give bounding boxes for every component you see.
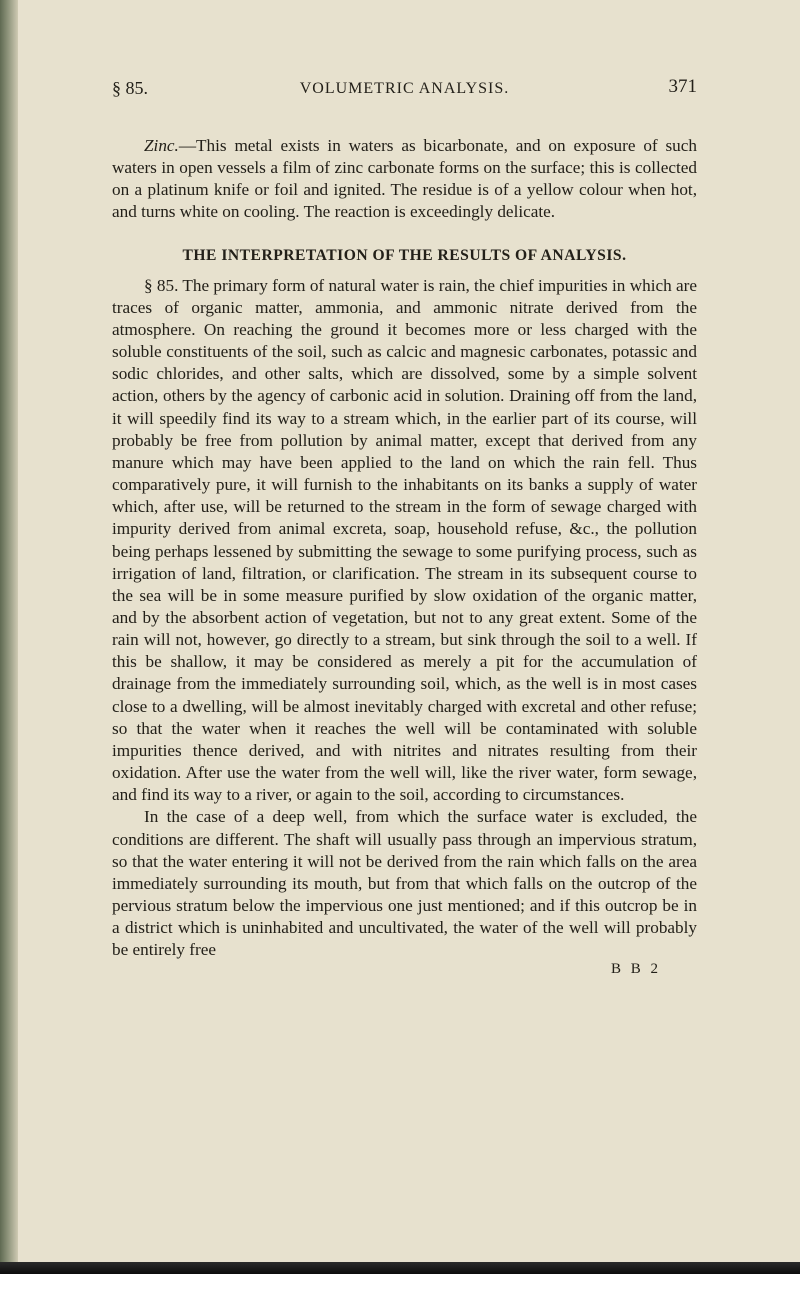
zinc-paragraph [112, 135, 697, 224]
book-page [112, 70, 697, 978]
deep-well-paragraph: In the case of a deep well, from which the surface water is excluded, the conditions are different. The shaft will usually pass through an impervious stratum, so that the water entering it will not be derived from the rain which falls on the area immediately surrounding its mouth, but from that which falls on the outcrop of the pervious stratum below the impervious one just mentioned; and if this outcrop be in a district which is uninhabited and uncultivated, the water of the well will probably be entirely free [112, 807, 697, 960]
running-header [112, 70, 697, 104]
header-section-number: § 85. [112, 78, 148, 98]
book-binding-edge [0, 0, 18, 1296]
header-title: VOLUMETRIC ANALYSIS. [299, 80, 510, 97]
section-85-paragraph: § 85. The primary form of natural water is rain, the chief impurities in which are traces of organic matter, ammonia, and ammonic nitrate derived from the atmosphere. On reaching the ground it becomes more or less charged with the soluble constituents of the soil, such as calcic and magnesic carbonates, potassic and sodic chlorides, and other salts, which are dissolved, some by a simple solvent action, others by the agency of carbonic acid in solution. Draining off from the land, it will speedily find its way to a stream which, in the earlier part of its course, will probably be free from pollution by animal matter, except that derived from any manure which may have been applied to the land on which the rain fell. Thus comparatively pure, it will furnish to the inhabitants on its banks a supply of water which, after use, will be returned to the stream in the form of sewage charged with impurity derived from animal excreta, soap, household refuse, &c., the pollution being perhaps lessened by submitting the sewage to some purifying process, such as irrigation of land, filtration, or clarification. The stream in its subsequent course to the sea will be in some measure purified by slow oxidation of the organic matter, and by the absorbent action of vegetation, but not to any great extent. Some of the rain will not, however, go directly to a stream, but sink through the soil to a well. If this be shallow, it may be considered as merely a pit for the accumulation of drainage from the immediately surrounding soil, which, as the well is in most cases close to a dwelling, will be almost inevitably charged with excretal and other refuse; so that the water when it reaches the well will be contaminated with soluble impurities thence derived, and with nitrites and nitrates resulting from their oxidation. After use the water from the well will, like the river water, form sewage, and find its way to a river, or again to the soil, according to circumstances. [112, 275, 697, 805]
zinc-text: —This metal exists in waters as bicarbonate, and on exposure of such waters in open vessels a film of zinc carbonate forms on the surface; this is collected on a platinum knife or foil and ignited. The residue is of a yellow colour when hot, and turns white on cooling. The reaction is exceedingly delicate. [112, 136, 697, 222]
page-number: 371 [668, 76, 697, 97]
signature-mark: B B 2 [610, 961, 661, 978]
zinc-lead: Zinc. [144, 136, 179, 155]
section-heading: THE INTERPRETATION OF THE RESULTS OF ANALYSIS. [182, 246, 627, 264]
scan-bottom-edge [0, 1262, 800, 1296]
